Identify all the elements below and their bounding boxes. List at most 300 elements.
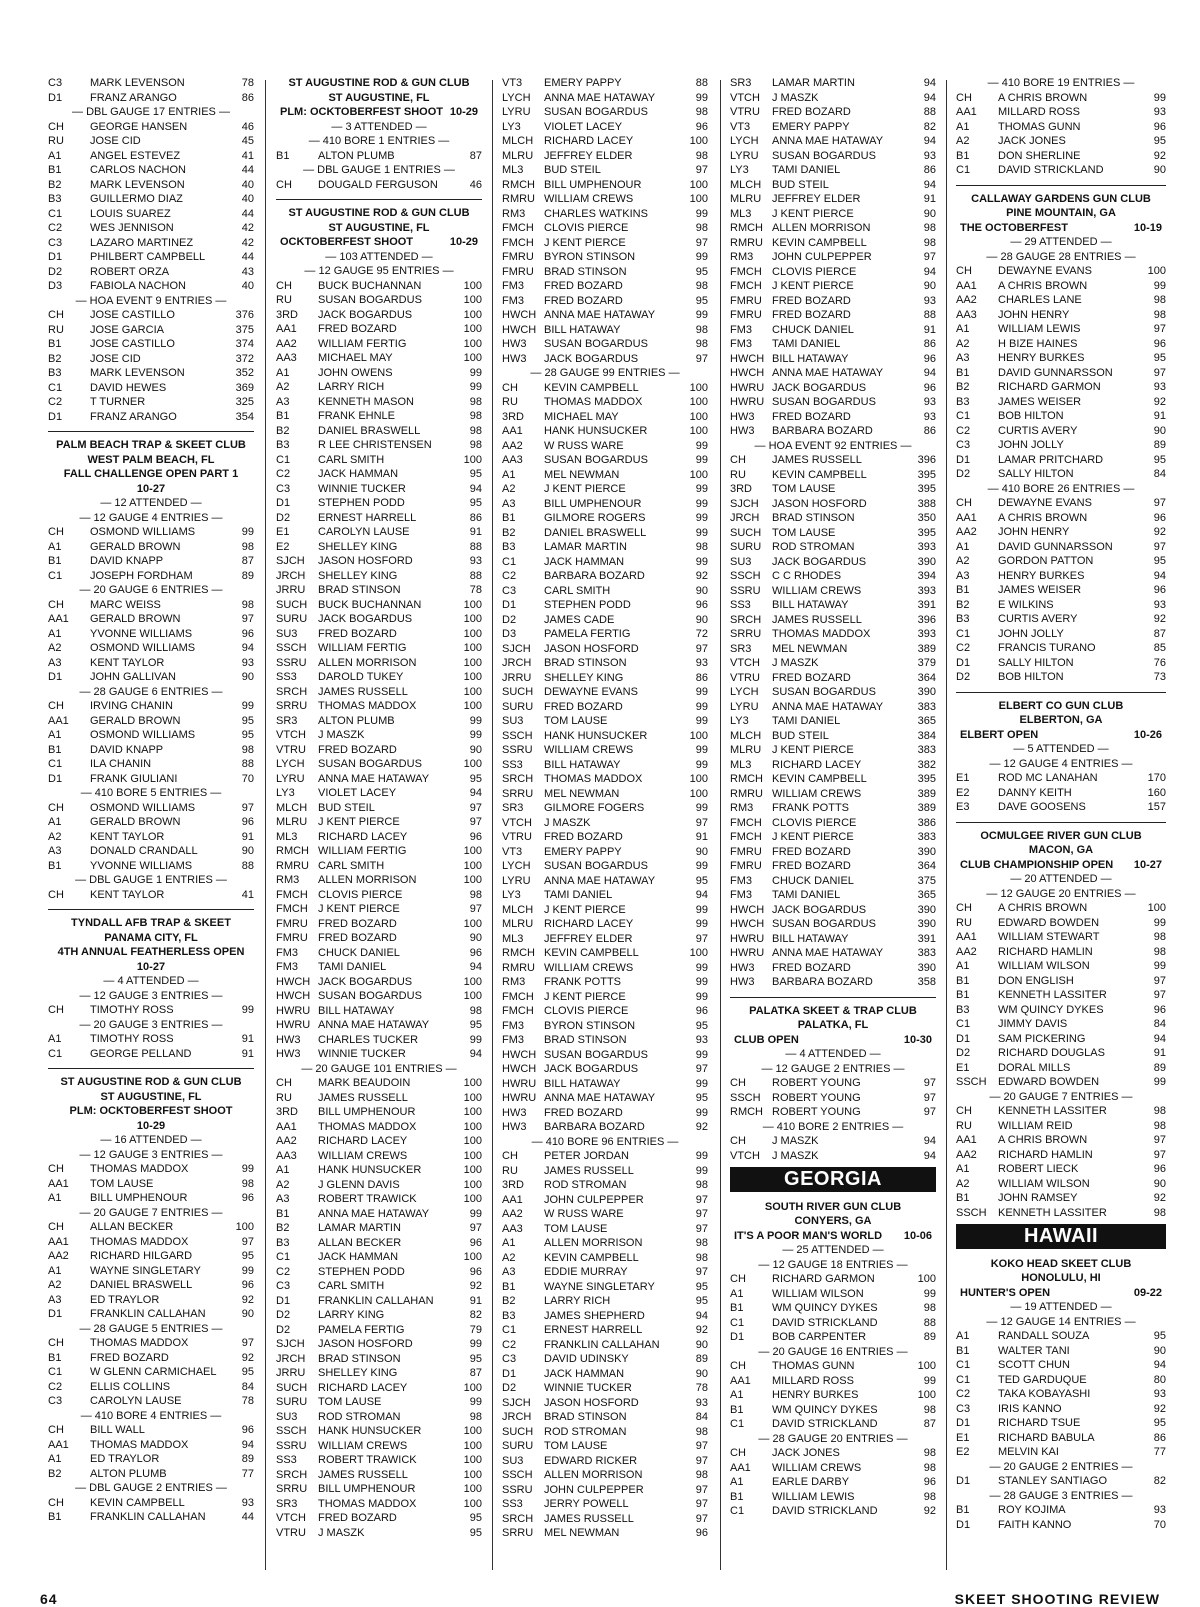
class-code: MLRU (730, 744, 762, 756)
class-code: SJCH (276, 555, 305, 567)
club-header-line: 10-29 (136, 1119, 166, 1132)
score: 97 (695, 816, 708, 829)
score: 90 (695, 584, 708, 597)
class-code: C1 (956, 1373, 971, 1386)
shooter-name: A CHRIS BROWN (998, 279, 1088, 292)
shooter-name: SUSAN BOGARDUS (772, 918, 876, 930)
section-subheading: — 20 GAUGE 101 ENTRIES — (301, 1062, 457, 1075)
class-code: FM3 (502, 294, 524, 307)
score: 100 (463, 308, 482, 321)
class-code: RMRU (502, 193, 535, 205)
result-row (502, 178, 708, 193)
shooter-name: ED TRAYLOR (90, 1453, 160, 1465)
score: 93 (1153, 106, 1166, 118)
score: 383 (917, 831, 936, 843)
class-code: A3 (48, 1293, 62, 1306)
score: 365 (917, 715, 936, 727)
score: 93 (923, 149, 936, 162)
class-code: LY3 (730, 715, 749, 727)
score: 98 (923, 222, 936, 234)
shooter-name: J GLENN DAVIS (318, 1178, 400, 1191)
score: 99 (695, 686, 708, 698)
shooter-name: ROD STROMAN (772, 541, 855, 553)
result-row (956, 670, 1166, 685)
shooter-name: TOM LAUSE (772, 483, 836, 495)
shooter-name: WILLIAM LEWIS (772, 1490, 855, 1503)
result-row (276, 583, 482, 598)
class-code: SS3 (730, 599, 751, 611)
class-code: AA1 (502, 1193, 523, 1206)
shooter-name: JASON HOSFORD (544, 1396, 639, 1409)
class-code: AA2 (956, 945, 977, 958)
shooter-name: ANNA MAE HATAWAY (318, 1207, 430, 1220)
shooter-name: J KENT PIERCE (772, 207, 854, 220)
class-code: A1 (48, 149, 62, 162)
score: 96 (1153, 511, 1166, 524)
class-code: CH (956, 497, 972, 509)
score: 96 (469, 1265, 482, 1278)
class-code: B1 (956, 1504, 970, 1516)
score: 90 (923, 280, 936, 292)
class-code: A3 (48, 845, 62, 857)
class-code: B1 (956, 149, 970, 162)
result-row (48, 888, 254, 903)
result-row (956, 1061, 1166, 1076)
result-row (502, 859, 708, 874)
event-title (276, 235, 482, 250)
class-code: JRCH (730, 512, 760, 524)
score: 96 (1153, 584, 1166, 596)
class-code: SRCH (502, 1512, 534, 1525)
result-row (48, 221, 254, 236)
result-row (502, 439, 708, 454)
shooter-name: J MASZK (318, 1526, 365, 1539)
result-row (730, 816, 936, 831)
shooter-name: W RUSS WARE (544, 1208, 624, 1220)
shooter-name: BYRON STINSON (544, 1019, 636, 1032)
result-row (276, 1366, 482, 1381)
result-row (730, 569, 936, 584)
result-row (730, 1403, 936, 1418)
shooter-name: BOB HILTON (998, 671, 1064, 683)
score: 97 (695, 1193, 708, 1206)
class-code: AA2 (48, 1250, 69, 1262)
score: 92 (1153, 149, 1166, 162)
score: 97 (469, 1222, 482, 1234)
result-row (48, 265, 254, 280)
shooter-name: WILLIAM FERTIG (318, 642, 407, 654)
score: 99 (695, 990, 708, 1003)
shooter-name: JAMES RUSSELL (544, 1512, 634, 1525)
shooter-name: DANIEL BRASWELL (544, 526, 647, 539)
class-code: CH (48, 888, 64, 901)
class-code: A1 (956, 120, 970, 133)
score: 96 (923, 381, 936, 394)
result-row (502, 323, 708, 338)
result-row (730, 221, 936, 236)
score: 42 (241, 236, 254, 249)
result-row (730, 1417, 936, 1432)
shooter-name: DAVID GUNNARSSON (998, 366, 1113, 379)
class-code: A1 (956, 960, 970, 972)
score: 100 (689, 381, 708, 394)
score: 94 (923, 135, 936, 147)
class-code: C1 (48, 207, 63, 220)
class-code: HWCH (502, 309, 537, 321)
score: 100 (463, 1164, 482, 1176)
shooter-name: THOMAS MADDOX (772, 628, 871, 640)
result-row (48, 1336, 254, 1351)
class-code: B1 (956, 974, 970, 987)
class-code: HWRU (730, 396, 765, 408)
score: 375 (235, 323, 254, 336)
result-row (956, 598, 1166, 613)
result-row (956, 134, 1166, 149)
result-row (276, 1033, 482, 1048)
class-code: FMCH (502, 236, 534, 249)
event-name: CLUB CHAMPIONSHIP OPEN (960, 858, 1114, 871)
result-row (502, 91, 708, 106)
shooter-name: SUSAN BOGARDUS (772, 396, 876, 408)
shooter-name: KENNETH LASSITER (998, 1105, 1107, 1117)
shooter-name: BILL HATAWAY (544, 1077, 621, 1090)
score: 84 (241, 1380, 254, 1393)
score: 97 (695, 1498, 708, 1510)
score: 98 (241, 540, 254, 553)
result-row (502, 1193, 708, 1208)
result-row (502, 1149, 708, 1164)
shooter-name: ERNEST HARRELL (318, 511, 417, 524)
result-row (276, 699, 482, 714)
result-row (276, 598, 482, 613)
shooter-name: ALLAN BECKER (318, 1236, 402, 1249)
class-code: CH (730, 1135, 746, 1147)
score: 91 (241, 1033, 254, 1045)
class-code: A2 (48, 830, 62, 843)
shooter-name: JEFFREY ELDER (544, 932, 633, 945)
class-code: JRCH (502, 657, 532, 669)
result-row (956, 1503, 1166, 1518)
score: 100 (463, 279, 482, 292)
result-row (276, 1497, 482, 1512)
score: 97 (469, 903, 482, 915)
class-code: A1 (48, 540, 62, 553)
shooter-name: MICHAEL MAY (544, 410, 619, 423)
result-row (48, 569, 254, 584)
score: 95 (1153, 555, 1166, 567)
result-row (276, 1221, 482, 1236)
class-code: AA1 (502, 425, 523, 437)
club-header-line: ST AUGUSTINE, FL (328, 91, 430, 104)
result-row (276, 409, 482, 424)
shooter-name: TAKA KOBAYASHI (998, 1388, 1091, 1400)
class-code: B1 (48, 743, 62, 756)
class-code: C2 (956, 424, 971, 437)
result-row (502, 395, 708, 410)
shooter-name: GILMORE FOGERS (544, 802, 645, 814)
result-row (276, 844, 482, 859)
section-subheading: — 410 BORE 19 ENTRIES — (987, 77, 1135, 89)
result-row (276, 482, 482, 497)
result-row (956, 308, 1166, 323)
class-code: B1 (956, 1192, 970, 1204)
score: 96 (469, 1236, 482, 1249)
class-code: AA1 (956, 279, 977, 292)
score: 97 (241, 1235, 254, 1248)
score: 98 (923, 1302, 936, 1314)
results-column-4 (730, 76, 936, 1519)
result-row (502, 569, 708, 584)
shooter-name: FRED BOZARD (544, 280, 623, 292)
club-header-line: PALATKA, FL (797, 1019, 869, 1031)
class-code: AA1 (48, 1438, 69, 1451)
shooter-name: FRED BOZARD (772, 410, 851, 423)
shooter-name: BRAD STINSON (544, 1411, 627, 1423)
shooter-name: KEVIN CAMPBELL (772, 773, 867, 785)
shooter-name: IRVING CHANIN (90, 700, 173, 712)
result-row (48, 1394, 254, 1409)
shooter-name: GILMORE ROGERS (544, 512, 646, 524)
shooter-name: BUD STEIL (772, 178, 829, 191)
result-row (502, 961, 708, 976)
result-row (502, 120, 708, 135)
result-row (502, 192, 708, 207)
class-code: FM3 (276, 961, 298, 973)
class-code: C1 (730, 1316, 745, 1329)
result-row (502, 1091, 708, 1106)
shooter-name: H BIZE HAINES (998, 337, 1078, 350)
class-code: A1 (730, 1287, 744, 1300)
result-row (730, 149, 936, 164)
shooter-name: FRANKLIN CALLAHAN (318, 1294, 434, 1307)
shooter-name: FAITH KANNO (998, 1518, 1072, 1531)
score: 100 (463, 352, 482, 364)
result-row (48, 1380, 254, 1395)
class-code: RU (502, 1164, 518, 1177)
score: 89 (241, 569, 254, 582)
club-header-line: TYNDALL AFB TRAP & SKEET (71, 917, 231, 929)
shooter-name: SUSAN BOGARDUS (544, 106, 648, 118)
score: 98 (241, 743, 254, 756)
result-row (730, 1091, 936, 1106)
result-row (502, 1033, 708, 1048)
result-row (48, 1278, 254, 1293)
class-code: D1 (48, 91, 63, 104)
score: 94 (241, 1438, 254, 1451)
result-row (48, 91, 254, 106)
shooter-name: FRANK POTTS (544, 976, 622, 988)
shooter-name: RICHARD HAMLIN (998, 945, 1093, 958)
score: 97 (695, 1512, 708, 1525)
shooter-name: FRED BOZARD (772, 294, 851, 307)
score: 100 (463, 294, 482, 306)
shooter-name: SUSAN BOGARDUS (772, 686, 876, 698)
class-code: JRRU (276, 1367, 306, 1379)
result-row (502, 729, 708, 744)
score: 95 (695, 1019, 708, 1032)
class-code: RMRU (502, 961, 535, 974)
score: 86 (923, 425, 936, 437)
result-row (956, 1046, 1166, 1061)
shooter-name: DAVID STRICKLAND (772, 1505, 878, 1517)
shooter-name: TOM LAUSE (772, 526, 836, 539)
score: 100 (463, 1106, 482, 1118)
class-code: VTCH (276, 729, 306, 741)
shooter-name: JOHN CULPEPPER (772, 251, 872, 263)
class-code: SS3 (502, 1498, 523, 1510)
result-row (48, 149, 254, 164)
class-code: RU (276, 1091, 292, 1104)
shooter-name: JACK BOGARDUS (544, 1063, 639, 1075)
class-code: D1 (48, 1308, 63, 1320)
score: 87 (923, 1418, 936, 1430)
class-code: CH (48, 1496, 64, 1509)
class-code: B2 (502, 1295, 516, 1307)
score: 97 (695, 1440, 708, 1452)
score: 97 (1153, 974, 1166, 987)
class-code: ML3 (502, 164, 524, 176)
shooter-name: FRANK EHNLE (318, 410, 396, 422)
result-row (956, 988, 1166, 1003)
section-divider (956, 692, 1166, 693)
result-row (276, 337, 482, 352)
shooter-name: EDWARD BOWDEN (998, 1076, 1100, 1088)
class-code: 3RD (730, 483, 753, 495)
result-row (276, 931, 482, 946)
score: 92 (1153, 395, 1166, 408)
event-name: HUNTER'S OPEN (960, 1286, 1051, 1299)
result-row (730, 192, 936, 207)
shooter-name: FRED BOZARD (772, 309, 851, 321)
result-row (956, 1358, 1166, 1373)
score: 100 (917, 1273, 936, 1285)
score: 99 (695, 309, 708, 321)
shooter-name: GORDON PATTON (998, 555, 1094, 567)
score: 95 (1153, 453, 1166, 466)
class-code: D2 (276, 1323, 291, 1336)
result-row (48, 1162, 254, 1177)
result-row (730, 410, 936, 425)
score: 100 (235, 1221, 254, 1233)
class-code: B1 (730, 1302, 744, 1314)
score: 94 (469, 1048, 482, 1060)
shooter-name: WILLIAM FERTIG (318, 337, 407, 350)
class-code: D1 (956, 1475, 971, 1487)
shooter-name: FRED BOZARD (544, 1106, 623, 1119)
shooter-name: BARBARA BOZARD (544, 570, 645, 582)
shooter-name: BUD STEIL (772, 729, 829, 742)
shooter-name: CARL SMITH (318, 1280, 385, 1292)
section-subheading: — 103 ATTENDED — (325, 250, 433, 263)
result-row (276, 1192, 482, 1207)
score: 92 (695, 1121, 708, 1133)
shooter-name: THOMAS MADDOX (90, 1337, 189, 1349)
shooter-name: JACK BOGARDUS (772, 903, 867, 916)
class-code: CH (48, 1221, 64, 1233)
event-title (276, 105, 482, 120)
class-code: RU (730, 468, 746, 481)
class-code: C1 (956, 1018, 971, 1030)
score: 99 (1153, 279, 1166, 292)
result-row (956, 322, 1166, 337)
class-code: B1 (48, 1351, 62, 1364)
class-code: C2 (48, 396, 63, 408)
shooter-name: THOMAS MADDOX (90, 1438, 189, 1451)
class-code: D1 (48, 772, 63, 785)
class-code: FM3 (502, 1034, 524, 1046)
class-code: VTRU (730, 671, 760, 684)
result-row (276, 1511, 482, 1526)
result-row (956, 641, 1166, 656)
result-row (48, 757, 254, 772)
result-row (730, 714, 936, 729)
score: 98 (1153, 931, 1166, 943)
class-code: A1 (48, 729, 62, 741)
score: 390 (917, 903, 936, 916)
score: 100 (463, 1120, 482, 1133)
score: 90 (1153, 1177, 1166, 1190)
section-subheading: — 4 ATTENDED — (785, 1048, 881, 1060)
shooter-name: FRED BOZARD (772, 961, 851, 974)
result-row (956, 800, 1166, 815)
event-name: CLUB OPEN (734, 1033, 799, 1046)
result-row (730, 932, 936, 947)
club-header-line: 10-27 (136, 960, 166, 973)
result-row (276, 786, 482, 801)
shooter-name: IRIS KANNO (998, 1402, 1062, 1415)
score: 391 (917, 932, 936, 945)
shooter-name: BRAD STINSON (318, 1352, 401, 1365)
class-code: RMCH (502, 947, 535, 959)
score: 98 (695, 323, 708, 336)
shooter-name: HENRY BURKES (772, 1389, 859, 1401)
score: 100 (1147, 902, 1166, 914)
shooter-name: MARK BEAUDOIN (318, 1077, 411, 1089)
class-code: E3 (956, 801, 970, 813)
class-code: AA3 (956, 308, 977, 321)
class-code: SSCH (730, 570, 761, 582)
result-row (730, 671, 936, 686)
score: 100 (689, 729, 708, 742)
result-row (730, 787, 936, 802)
result-row (956, 1032, 1166, 1047)
class-code: SS3 (502, 758, 523, 771)
shooter-name: BARBARA BOZARD (772, 976, 873, 988)
section-subheading: — 20 GAUGE 7 ENTRIES — (989, 1090, 1133, 1103)
class-code: D1 (48, 671, 63, 683)
shooter-name: WILLIAM WILSON (998, 1177, 1090, 1190)
score: 100 (463, 656, 482, 669)
shooter-name: TOM LAUSE (544, 1440, 608, 1452)
score: 94 (469, 961, 482, 973)
class-code: LY3 (502, 889, 521, 901)
result-row (502, 352, 708, 367)
shooter-name: RICHARD HAMLIN (998, 1148, 1093, 1161)
class-code: HWCH (502, 323, 537, 336)
result-row (502, 671, 708, 686)
class-code: A2 (956, 1177, 970, 1190)
result-row (276, 772, 482, 787)
shooter-name: BRAD STINSON (544, 265, 627, 278)
score: 87 (469, 149, 482, 162)
class-code: C1 (48, 569, 63, 582)
class-code: RU (276, 294, 292, 306)
club-header-line: 4TH ANNUAL FEATHERLESS OPEN (57, 946, 245, 958)
result-row (502, 598, 708, 613)
class-code: A1 (276, 366, 290, 379)
class-code: LYRU (502, 106, 531, 118)
shooter-name: LAZARO MARTINEZ (90, 236, 194, 249)
